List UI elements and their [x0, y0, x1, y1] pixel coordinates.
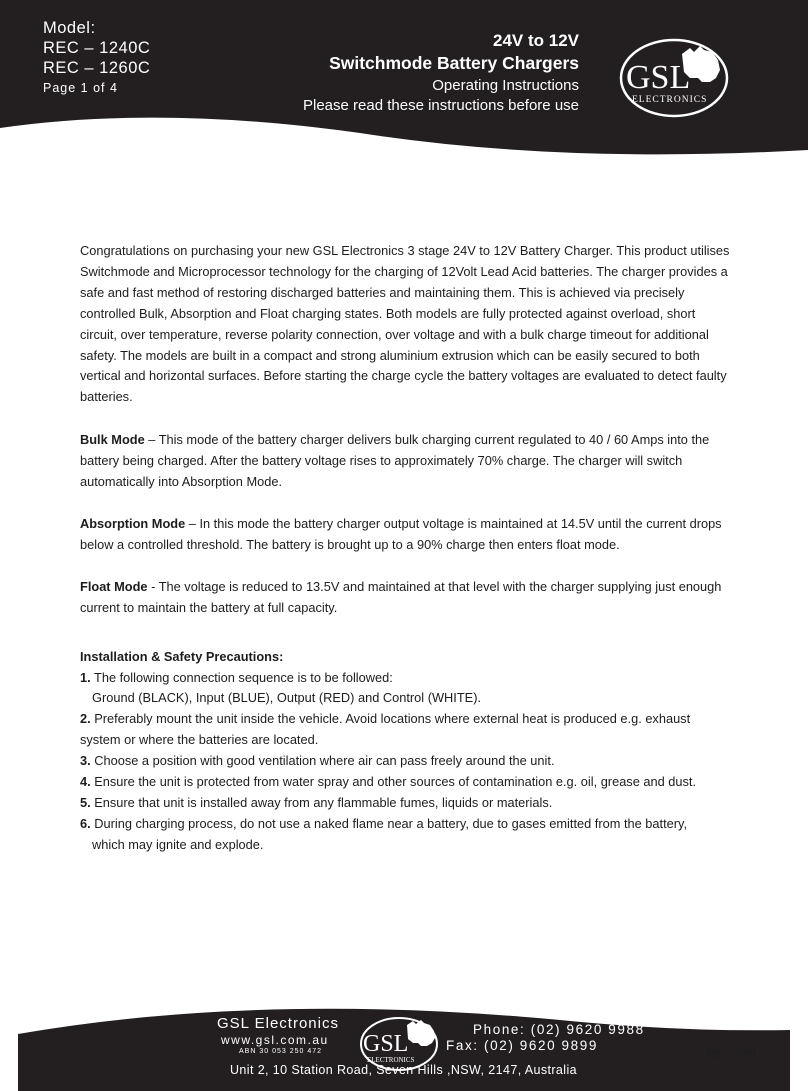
subtitle-operating: Operating Instructions — [432, 77, 579, 94]
logo-text: GSL — [626, 59, 691, 96]
bulk-mode-title: Bulk Mode — [80, 432, 145, 448]
subtitle-read-first: Please read these instructions before use — [303, 97, 579, 114]
footer-abn: ABN 30 053 250 472 — [239, 1048, 322, 1055]
footer-phone: Phone: (02) 9620 9988 — [473, 1022, 645, 1037]
precaution-item — [80, 751, 730, 772]
precaution-text: Choose a position with good ventilation where air can pass freely around the unit. — [90, 753, 555, 769]
header-band — [0, 0, 808, 165]
float-mode-text: - The voltage is reduced to 13.5V and maintained at that level with the charger supplying just enough current to maintain the battery at full capacity. — [80, 578, 722, 615]
footer-logo-text: GSL — [363, 1031, 409, 1057]
float-mode-paragraph — [80, 577, 730, 619]
footer-logo-subtext: ELECTRONICS — [367, 1056, 415, 1064]
model-label: Model: — [43, 19, 96, 37]
precaution-text: Preferably mount the unit inside the vehicle. Avoid locations where external heat is produced e.g. exhaust system or where the batteries are located. — [80, 711, 691, 748]
title-block — [303, 30, 579, 116]
precaution-item — [80, 709, 730, 751]
float-mode-title: Float Mode — [80, 578, 148, 594]
page-number: Page 1 of 4 — [43, 81, 118, 95]
precaution-item — [80, 772, 730, 793]
precaution-number: 1. — [80, 669, 91, 685]
document-code: REC-C-R1 — [707, 1048, 758, 1060]
bulk-mode-paragraph — [80, 430, 730, 493]
footer-company: GSL Electronics — [217, 1015, 339, 1032]
logo-subtext: ELECTRONICS — [632, 95, 708, 105]
absorption-mode-title: Absorption Mode — [80, 515, 186, 531]
title-line-1: 24V to 12V — [493, 31, 579, 50]
model-rec-1260c: REC – 1260C — [43, 59, 151, 77]
precaution-number: 4. — [80, 774, 91, 790]
footer-address: Unit 2, 10 Station Road, Seven Hills ,NSW, 2147, Australia — [230, 1063, 577, 1077]
model-rec-1240c: REC – 1240C — [43, 39, 151, 57]
absorption-mode-text: – In this mode the battery charger output voltage is maintained at 14.5V until the current drops below a controlled threshold. The battery is brought up to a 90% charge then enters float mode. — [80, 515, 722, 552]
precaution-text: Ensure that unit is installed away from any flammable fumes, liquids or materials. — [90, 794, 553, 810]
footer-band — [0, 990, 808, 1091]
precaution-text: Ensure the unit is protected from water spray and other sources of contamination e.g. oil, grease and dust. — [90, 774, 697, 790]
precaution-text: The following connection sequence is to be followed: — [90, 669, 393, 685]
bulk-mode-text: – This mode of the battery charger delivers bulk charging current regulated to 40 / 60 Amps into the battery being charged. After the battery voltage rises to approximately 70% charge. The charger will switch automatically into Absorption Mode. — [80, 432, 710, 490]
precautions-heading: Installation & Safety Precautions: — [80, 648, 284, 664]
gsl-logo — [618, 38, 730, 118]
precaution-number: 6. — [80, 815, 91, 831]
model-block — [43, 18, 150, 96]
precaution-text: During charging process, do not use a naked flame near a battery, due to gases emitted from the battery, — [90, 815, 688, 831]
footer-website: www.gsl.com.au — [221, 1033, 329, 1047]
precaution-continuation: Ground (BLACK), Input (BLUE), Output (RED) and Control (WHITE). — [92, 690, 482, 706]
intro-paragraph: Congratulations on purchasing your new GSL Electronics 3 stage 24V to 12V Battery Charger. This product utilises Switchmode and Microprocessor technology for the charging of 12Volt Lead Acid batteries. The charger provides a safe and fast method of restoring discharged batteries and maintaining them. This is achieved via precisely controlled Bulk, Absorption and Float charging states. Both models are fully protected against overload, short circuit, over temperature, reverse polarity connection, over voltage and with a bulk charge timeout for additional safety. The models are built in a compact and strong aluminium extrusion which can be easily secured to both vertical and horizontal surfaces. Before starting the charge cycle the battery voltages are evaluated to detect faulty batteries. — [80, 243, 730, 405]
precaution-number: 3. — [80, 753, 91, 769]
title-line-2: Switchmode Battery Chargers — [329, 53, 579, 73]
precaution-number: 5. — [80, 794, 91, 810]
precaution-number: 2. — [80, 711, 91, 727]
precaution-item — [80, 814, 730, 835]
precautions-section — [80, 647, 730, 856]
document-body — [80, 241, 730, 856]
absorption-mode-paragraph — [80, 514, 730, 556]
precaution-item — [80, 793, 730, 814]
footer-fax: Fax: (02) 9620 9899 — [446, 1038, 598, 1053]
precaution-continuation: which may ignite and explode. — [92, 836, 264, 852]
precaution-item — [80, 668, 730, 689]
